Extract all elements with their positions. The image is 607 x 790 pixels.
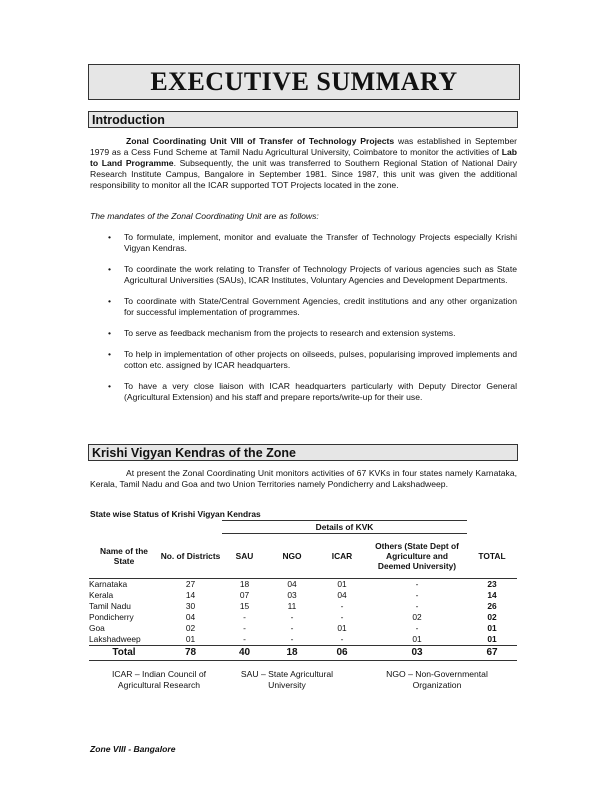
cell-icar: - — [340, 634, 344, 644]
cell-ngo: - — [290, 612, 294, 622]
kvk-table — [89, 520, 517, 661]
bullet-icon: • — [108, 349, 112, 359]
cell-others: 02 — [412, 612, 422, 622]
bullet-icon: • — [108, 381, 112, 391]
mandates-intro: The mandates of the Zonal Coordinating Unit are as follows: — [90, 211, 319, 221]
total-icar: 06 — [317, 646, 367, 661]
mandate-text: To coordinate the work relating to Transfer of Technology Projects of various agencies such as State Agricultural Universities (SAUs), ICAR Institutes, Voluntary Agencies and Development Departments. — [124, 264, 517, 285]
mandate-text: To coordinate with State/Central Government Agencies, credit institutions and any other organization for successful implementation of programmes. — [124, 296, 517, 317]
mandate-text: To help in implementation of other projects on oilseeds, pulses, popularising improved implements and cotton etc. assigned by ICAR headquarters. — [124, 349, 517, 370]
cell-districts: 04 — [185, 612, 196, 622]
page-footer: Zone VIII - Bangalore — [90, 744, 176, 754]
cell-total: 01 — [487, 623, 497, 633]
header-details-kvk: Details of KVK — [222, 521, 467, 534]
cell-districts: 30 — [185, 601, 196, 611]
total-total: 67 — [467, 646, 517, 661]
bullet-icon: • — [108, 296, 112, 306]
mandate-text: To have a very close liaison with ICAR headquarters particularly with Deputy Director General (Agricultural Extension) and his staff and prepare reports/write-up for their use. — [124, 381, 517, 402]
cell-state: Lakshadweep — [89, 634, 141, 644]
mandate-item — [90, 264, 517, 286]
legend-icar — [94, 669, 224, 691]
mandate-text: To serve as feedback mechanism from the projects to research and extension systems. — [124, 328, 456, 338]
cell-ngo: 03 — [287, 590, 297, 600]
intro-text-2: . Subsequently, the unit was transferred to Southern Regional Station of National Dairy Research Institute Campus, Bangalore in September 1981. Since 1987, this unit was given the additional responsibility to monitor all the ICAR supported TOT Projects located in the zone. — [90, 158, 517, 190]
cell-districts: 14 — [185, 590, 196, 600]
header-sau: SAU — [235, 550, 254, 561]
cell-icar: - — [340, 601, 344, 611]
cell-sau: - — [243, 623, 246, 633]
mandate-item — [90, 381, 517, 403]
legend-icar-line2: Agricultural Research — [117, 680, 201, 690]
mandate-text: To formulate, implement, monitor and evaluate the Transfer of Technology Projects especially Krishi Vigyan Kendras. — [124, 232, 517, 253]
cell-total: 26 — [487, 601, 497, 611]
cell-total: 14 — [487, 590, 497, 600]
total-label: Total — [89, 646, 159, 661]
section-heading-kvk: Krishi Vigyan Kendras of the Zone — [88, 444, 518, 461]
header-others: Others (State Dept of Agriculture and Deemed University) — [375, 540, 459, 571]
header-districts: No. of Districts — [160, 550, 221, 561]
cell-ngo: 11 — [287, 601, 297, 611]
cell-state: Karnataka — [89, 579, 128, 589]
mandate-item — [90, 296, 517, 318]
cell-districts: 02 — [185, 623, 196, 633]
cell-sau: - — [243, 612, 246, 622]
legend-ngo-line1: NGO – Non-Governmental — [386, 669, 488, 679]
table-title: State wise Status of Krishi Vigyan Kendras — [90, 509, 261, 519]
intro-bold-unit: Zonal Coordinating Unit VIII of Transfer of Technology Projects — [126, 136, 395, 146]
mandate-item — [90, 232, 517, 254]
bullet-icon: • — [108, 328, 112, 338]
cell-districts: 27 — [185, 579, 196, 589]
cell-icar: 04 — [337, 590, 347, 600]
legend-icar-line1: ICAR – Indian Council of — [111, 669, 207, 679]
legend-sau-line1: SAU – State Agricultural — [240, 669, 334, 679]
cell-districts: 01 — [185, 634, 196, 644]
cell-others: 01 — [412, 634, 422, 644]
section-heading-introduction: Introduction — [88, 111, 518, 128]
cell-total: 23 — [487, 579, 497, 589]
intro-paragraph — [90, 136, 517, 191]
cell-ngo: - — [290, 634, 294, 644]
mandates-list — [90, 232, 517, 413]
title-box — [88, 64, 520, 100]
legend-sau — [228, 669, 346, 691]
mandate-item — [90, 328, 517, 339]
cell-sau: 07 — [239, 590, 250, 600]
cell-sau: 18 — [239, 579, 250, 589]
intro-text-1: was established in September 1979 as a Cess Fund Scheme at Tamil Nadu Agricultural University, Coimbatore to monitor the activities of — [90, 136, 517, 157]
cell-icar: - — [340, 612, 344, 622]
cell-state: Tamil Nadu — [89, 601, 131, 611]
bullet-icon: • — [108, 232, 112, 242]
cell-ngo: - — [290, 623, 294, 633]
legend-ngo-line2: Organization — [412, 680, 462, 690]
kvk-paragraph: At present the Zonal Coordinating Unit monitors activities of 67 KVKs in four states namely Karnataka, Kerala, Tamil Nadu and Goa and two Union Territories namely Pondicherry and Lakshadweep. — [90, 468, 517, 489]
total-districts: 78 — [159, 646, 222, 661]
intro-bold-lab: Lab to Land Programme — [90, 147, 517, 168]
total-ngo: 18 — [267, 646, 317, 661]
cell-others: - — [415, 590, 419, 600]
header-state: Name of the State — [100, 545, 148, 566]
cell-total: 02 — [487, 612, 497, 622]
cell-icar: 01 — [337, 579, 347, 589]
header-ngo: NGO — [282, 550, 302, 561]
cell-others: - — [415, 601, 419, 611]
bullet-icon: • — [108, 264, 112, 274]
page-title: EXECUTIVE SUMMARY — [150, 67, 458, 96]
legend-ngo — [372, 669, 502, 691]
cell-sau: 15 — [239, 601, 250, 611]
cell-state: Kerala — [89, 590, 114, 600]
total-others: 03 — [367, 646, 467, 661]
cell-state: Pondicherry — [89, 612, 134, 622]
header-total: TOTAL — [478, 550, 506, 561]
cell-others: - — [415, 623, 419, 633]
cell-total: 01 — [487, 634, 497, 644]
mandate-item — [90, 349, 517, 371]
cell-others: - — [415, 579, 419, 589]
cell-ngo: 04 — [287, 579, 297, 589]
cell-icar: 01 — [337, 623, 347, 633]
cell-state: Goa — [89, 623, 105, 633]
legend-sau-line2: University — [268, 680, 306, 690]
header-icar: ICAR — [331, 550, 353, 561]
cell-sau: - — [243, 634, 246, 644]
total-sau: 40 — [222, 646, 267, 661]
